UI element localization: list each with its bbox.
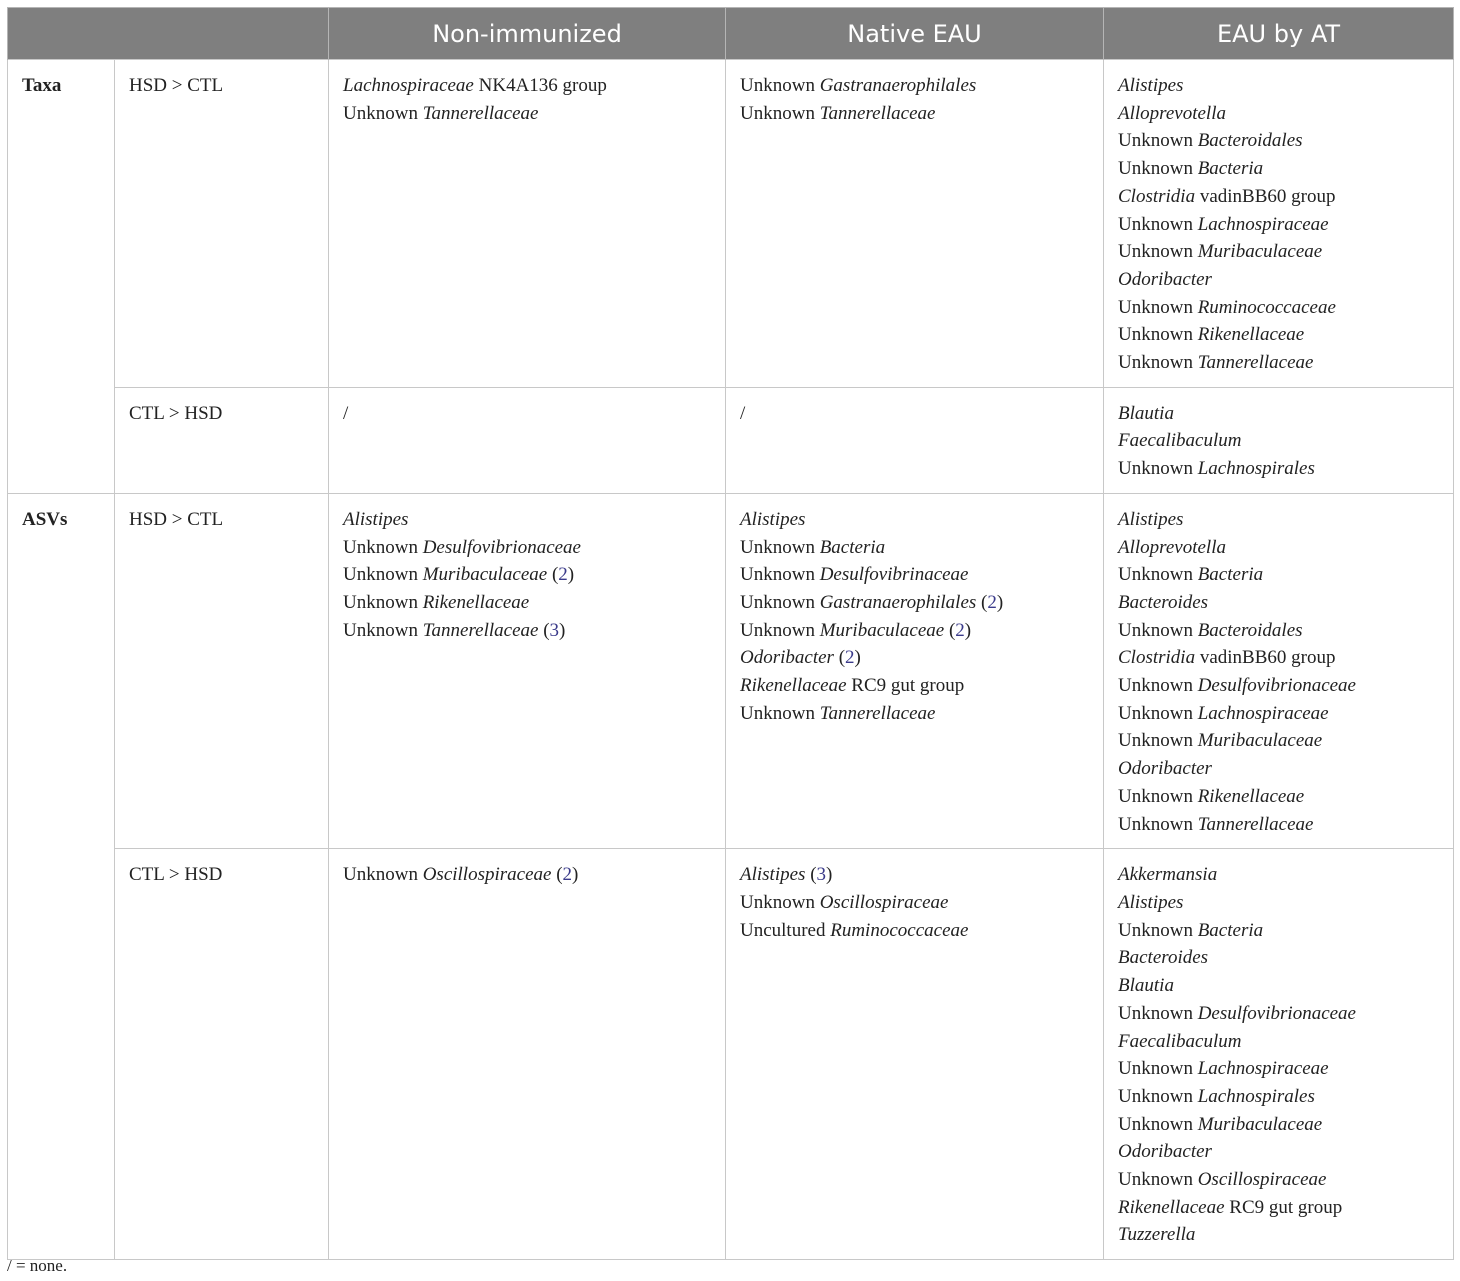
taxon-entry	[1118, 889, 1439, 917]
header-native-eau: Native EAU	[726, 8, 1104, 60]
taxon-entry	[740, 100, 1089, 128]
taxon-entry	[1118, 672, 1439, 700]
taxon-text: Unknown	[1118, 324, 1198, 346]
taxon-name: Blautia	[1118, 975, 1174, 997]
taxon-name: Tuzzerella	[1118, 1224, 1196, 1246]
taxon-text: Unknown	[740, 564, 820, 586]
taxon-name: Gastranaerophilales	[819, 75, 977, 96]
taxon-entry	[740, 700, 1089, 728]
taxon-name: Ruminococcaceae	[1197, 296, 1336, 318]
taxon-text: Unknown	[1118, 1085, 1198, 1107]
taxon-entry	[1118, 617, 1439, 645]
taxon-text: Unknown	[740, 591, 820, 613]
taxon-name: Desulfovibrionaceae	[422, 536, 581, 558]
taxon-entry	[1118, 589, 1439, 617]
table-cell	[329, 493, 726, 848]
taxon-name: Tannerellaceae	[819, 702, 936, 724]
taxon-name: Odoribacter	[740, 647, 834, 669]
taxon-entry	[1118, 811, 1439, 839]
taxon-entry	[740, 917, 1089, 945]
table-cell	[726, 493, 1104, 848]
header-row	[8, 8, 1454, 60]
taxon-name: Alistipes	[740, 864, 806, 886]
taxon-text: )	[572, 864, 579, 886]
taxon-text: Unknown	[343, 564, 423, 586]
taxon-entry	[343, 589, 711, 617]
taxon-name: Oscillospiraceae	[1197, 1169, 1327, 1191]
taxon-entry	[740, 561, 1089, 589]
table-cell	[726, 849, 1104, 1260]
taxon-text: (	[944, 619, 956, 641]
table-cell	[329, 849, 726, 1260]
taxon-name: Blautia	[1118, 402, 1174, 424]
taxon-name: Ruminococcaceae	[830, 919, 969, 941]
citation-ref: 2	[845, 647, 855, 669]
taxon-entry	[740, 644, 1089, 672]
taxon-entry	[1118, 561, 1439, 589]
table-cell	[726, 387, 1104, 493]
taxon-name: Rikenellaceae	[1197, 324, 1305, 346]
taxon-text: Unknown	[740, 619, 820, 641]
taxon-name: Muribaculaceae	[1197, 730, 1323, 752]
taxon-text: Unknown	[1118, 1113, 1198, 1135]
taxon-name: Faecalibaculum	[1118, 430, 1242, 452]
taxon-entry	[1118, 1000, 1439, 1028]
taxon-entry	[1118, 861, 1439, 889]
taxon-entry	[1118, 783, 1439, 811]
taxon-name: Faecalibaculum	[1118, 1030, 1242, 1052]
comparison-label: CTL > HSD	[115, 387, 329, 493]
results-table	[7, 7, 1454, 1260]
taxon-text: (	[805, 864, 817, 886]
taxon-name: Rikenellaceae	[1118, 1196, 1225, 1218]
taxon-entry	[740, 889, 1089, 917]
taxon-name: Muribaculaceae	[1197, 241, 1323, 263]
taxon-entry	[1118, 1194, 1439, 1222]
taxon-entry	[1118, 294, 1439, 322]
taxon-text: (	[538, 619, 550, 641]
taxon-text: (	[547, 564, 559, 586]
taxon-text: (	[551, 864, 563, 886]
taxon-name: Lachnospiraceae	[343, 75, 474, 96]
taxon-text: Unknown	[1118, 130, 1198, 152]
taxon-name: Muribaculaceae	[819, 619, 945, 641]
taxon-name: Oscillospiraceae	[422, 864, 552, 886]
taxon-entry	[1118, 1055, 1439, 1083]
taxon-name: Oscillospiraceae	[819, 891, 949, 913]
taxon-name: Clostridia	[1118, 647, 1196, 669]
taxon-entry	[1118, 1111, 1439, 1139]
taxon-entry	[343, 561, 711, 589]
group-label: Taxa	[8, 60, 115, 494]
taxon-entry	[1118, 238, 1439, 266]
taxon-text: Unknown	[1118, 619, 1198, 641]
taxon-text: vadinBB60 group	[1195, 185, 1336, 207]
citation-ref: 2	[955, 619, 965, 641]
taxon-entry	[1118, 72, 1439, 100]
taxon-text: Unknown	[1118, 458, 1198, 480]
group-label: ASVs	[8, 493, 115, 1259]
taxon-text: )	[854, 647, 861, 669]
taxon-text: Unknown	[740, 102, 820, 124]
table-cell	[1104, 60, 1454, 388]
taxon-text: Unknown	[1118, 1169, 1198, 1191]
taxon-text: Unknown	[343, 864, 423, 886]
taxon-text: Unknown	[740, 75, 820, 96]
taxon-entry	[1118, 727, 1439, 755]
header-blank	[8, 8, 329, 60]
taxon-entry	[343, 534, 711, 562]
taxon-name: Lachnospiraceae	[1197, 1058, 1329, 1080]
taxon-entry	[1118, 400, 1439, 428]
taxon-entry	[740, 534, 1089, 562]
taxon-name: Alistipes	[1118, 75, 1184, 96]
taxon-name: Akkermansia	[1118, 864, 1218, 886]
citation-ref: 3	[816, 864, 827, 886]
taxon-name: Muribaculaceae	[1197, 1113, 1323, 1135]
taxon-entry	[343, 617, 711, 645]
taxon-entry	[1118, 700, 1439, 728]
taxon-name: Tannerellaceae	[1197, 352, 1314, 374]
comparison-label: HSD > CTL	[115, 60, 329, 388]
citation-ref: 2	[558, 564, 568, 586]
taxon-text: Unknown	[1118, 213, 1198, 235]
taxon-entry	[740, 72, 1089, 100]
comparison-label: HSD > CTL	[115, 493, 329, 848]
taxon-text: Unknown	[1118, 919, 1198, 941]
taxon-text: Unknown	[1118, 730, 1198, 752]
taxon-name: Bacteroides	[1118, 947, 1209, 969]
table-cell	[329, 60, 726, 388]
taxon-name: Alistipes	[740, 508, 806, 530]
taxon-name: Tannerellaceae	[422, 102, 539, 124]
citation-ref: 3	[549, 619, 560, 641]
taxon-name: Gastranaerophilales	[819, 591, 977, 613]
taxon-entry	[1118, 972, 1439, 1000]
table-row	[8, 493, 1454, 848]
taxon-text: RC9 gut group	[1224, 1196, 1343, 1218]
taxon-entry	[740, 672, 1089, 700]
taxon-text: )	[826, 864, 833, 886]
taxon-text: /	[343, 402, 349, 424]
taxon-text: Unknown	[343, 536, 423, 558]
taxon-name: Alistipes	[1118, 891, 1184, 913]
taxon-entry	[1118, 917, 1439, 945]
taxon-text: Unknown	[1118, 241, 1198, 263]
table-cell	[1104, 387, 1454, 493]
table-cell	[1104, 849, 1454, 1260]
taxon-entry	[1118, 1083, 1439, 1111]
table-row	[8, 60, 1454, 388]
taxon-text: Unknown	[1118, 296, 1198, 318]
taxon-entry	[1118, 321, 1439, 349]
taxon-name: Bacteria	[1197, 158, 1264, 180]
taxon-entry	[1118, 427, 1439, 455]
taxon-name: Alistipes	[343, 508, 409, 530]
taxon-text: Unknown	[1118, 1002, 1198, 1024]
taxon-entry	[1118, 349, 1439, 377]
taxon-text: Unknown	[1118, 1058, 1198, 1080]
taxon-entry	[343, 861, 711, 889]
taxon-name: Bacteroides	[1118, 591, 1209, 613]
taxon-entry	[343, 400, 711, 428]
taxon-entry	[1118, 183, 1439, 211]
taxon-name: Alloprevotella	[1118, 102, 1226, 124]
taxon-entry	[343, 100, 711, 128]
taxon-text: Unknown	[740, 536, 820, 558]
taxon-text: Unknown	[343, 591, 423, 613]
taxon-name: Alloprevotella	[1118, 536, 1226, 558]
taxon-entry	[343, 72, 711, 100]
citation-ref: 2	[562, 864, 573, 886]
taxon-text: )	[559, 619, 566, 641]
taxon-text: Unknown	[1118, 675, 1198, 697]
table-row	[8, 849, 1454, 1260]
taxon-name: Bacteria	[1197, 919, 1264, 941]
taxon-text: )	[567, 564, 575, 586]
taxon-entry	[1118, 534, 1439, 562]
taxon-text: Unknown	[343, 102, 423, 124]
taxon-text: Unknown	[1118, 564, 1198, 586]
taxon-entry	[740, 861, 1089, 889]
taxon-name: Bacteroidales	[1197, 130, 1303, 152]
taxon-text: vadinBB60 group	[1195, 647, 1336, 669]
taxon-name: Muribaculaceae	[422, 564, 548, 586]
header-eau-by-at: EAU by AT	[1104, 8, 1454, 60]
taxon-name: Lachnospirales	[1197, 1085, 1315, 1107]
table-cell	[329, 387, 726, 493]
taxon-name: Desulfovibrionaceae	[1197, 1002, 1356, 1024]
taxon-name: Odoribacter	[1118, 268, 1212, 290]
taxon-entry	[343, 506, 711, 534]
taxon-name: Rikenellaceae	[740, 675, 847, 697]
taxon-name: Odoribacter	[1118, 1141, 1212, 1163]
header-non-immunized: Non-immunized	[329, 8, 726, 60]
taxon-text: Unknown	[1118, 352, 1198, 374]
taxon-text: Unknown	[343, 619, 423, 641]
taxon-name: Tannerellaceae	[422, 619, 539, 641]
taxon-entry	[1118, 1221, 1439, 1249]
taxon-entry	[740, 506, 1089, 534]
taxon-text: Unknown	[1118, 785, 1198, 807]
taxon-text: )	[964, 619, 972, 641]
taxon-name: Bacteria	[819, 536, 886, 558]
taxon-name: Tannerellaceae	[819, 102, 936, 124]
taxon-name: Desulfovibrinaceae	[819, 564, 969, 586]
taxon-name: Lachnospiraceae	[1197, 702, 1329, 724]
taxon-text: Uncultured	[740, 919, 831, 941]
taxon-text: NK4A136 group	[473, 75, 607, 96]
taxon-name: Bacteroidales	[1197, 619, 1303, 641]
taxon-entry	[1118, 755, 1439, 783]
taxon-name: Bacteria	[1197, 564, 1264, 586]
taxon-name: Clostridia	[1118, 185, 1196, 207]
taxon-entry	[1118, 1028, 1439, 1056]
taxon-text: (	[833, 647, 846, 669]
taxon-text: )	[996, 591, 1004, 613]
taxon-text: Unknown	[1118, 158, 1198, 180]
taxon-text: Unknown	[1118, 702, 1198, 724]
taxon-name: Alistipes	[1118, 508, 1184, 530]
taxon-text: Unknown	[1118, 813, 1198, 835]
taxon-text: Unknown	[740, 891, 820, 913]
taxon-entry	[1118, 100, 1439, 128]
table-footnote: / = none.	[7, 1256, 68, 1275]
taxon-name: Odoribacter	[1118, 758, 1212, 780]
table-cell	[726, 60, 1104, 388]
taxon-name: Lachnospiraceae	[1197, 213, 1329, 235]
taxon-name: Rikenellaceae	[1197, 785, 1305, 807]
taxon-entry	[740, 589, 1089, 617]
taxon-entry	[1118, 1166, 1439, 1194]
table-cell	[1104, 493, 1454, 848]
taxon-name: Rikenellaceae	[422, 591, 530, 613]
taxon-entry	[1118, 455, 1439, 483]
taxon-text: Unknown	[740, 702, 820, 724]
taxon-name: Lachnospirales	[1197, 458, 1315, 480]
taxon-entry	[1118, 506, 1439, 534]
taxon-text: (	[976, 591, 988, 613]
taxon-entry	[1118, 127, 1439, 155]
taxon-entry	[1118, 644, 1439, 672]
taxon-entry	[1118, 211, 1439, 239]
taxon-entry	[1118, 266, 1439, 294]
taxon-entry	[1118, 155, 1439, 183]
taxon-entry	[740, 400, 1089, 428]
citation-ref: 2	[987, 591, 997, 613]
taxon-entry	[1118, 944, 1439, 972]
table-row	[8, 387, 1454, 493]
taxon-entry	[740, 617, 1089, 645]
taxon-text: /	[740, 402, 746, 424]
taxon-text: RC9 gut group	[846, 675, 965, 697]
taxon-entry	[1118, 1138, 1439, 1166]
comparison-label: CTL > HSD	[115, 849, 329, 1260]
taxon-name: Desulfovibrionaceae	[1197, 675, 1356, 697]
taxon-name: Tannerellaceae	[1197, 813, 1314, 835]
